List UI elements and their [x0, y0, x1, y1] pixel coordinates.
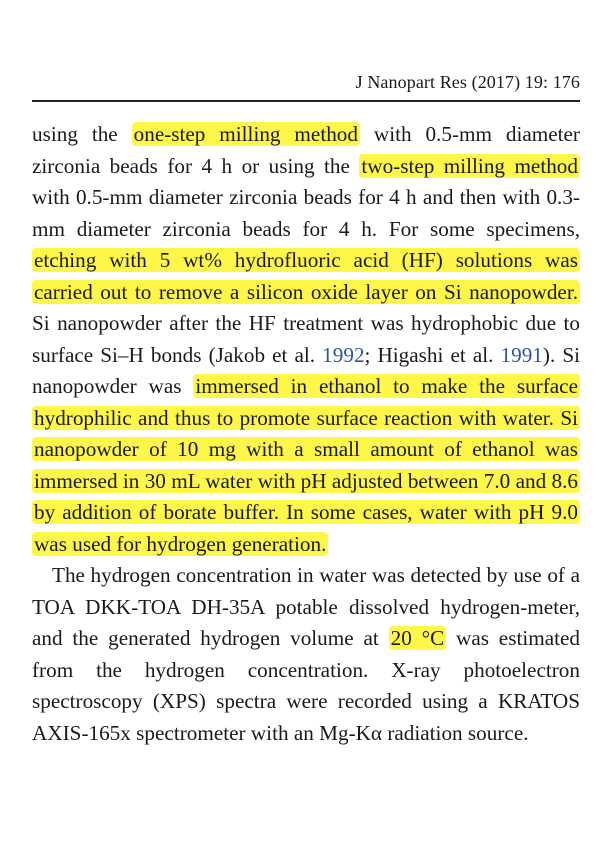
highlight-temperature: 20 °C: [390, 626, 445, 650]
text-span: ). Si nanopowder was: [32, 342, 580, 398]
page-header: [32, 70, 580, 102]
text-span: The hydrogen concentration in water was detected by use of a TOA DKK-TOA DH-35A potable dissolved hydrogen-meter, and the generated hydrogen volume at: [32, 563, 580, 650]
citation-link-jakob-1992[interactable]: 1992: [322, 342, 365, 367]
text-span: ; Higashi et al.: [364, 342, 501, 367]
methods-paragraph-1: [32, 119, 580, 560]
text-span: using the: [32, 122, 132, 146]
highlight-hf-etching: etching with 5 wt% hydrofluoric acid (HF) solutions was carried out to remove a silicon oxide layer on Si nanopowder.: [34, 248, 578, 304]
highlight-two-step-milling: two-step milling method: [361, 153, 578, 178]
text-span: Si nanopowder after the HF treatment was hydrophobic due to surface Si–H bonds (Jakob et al.: [32, 311, 580, 367]
text-span: with 0.5-mm diameter zirconia beads for 4 h and then with 0.3-mm diameter zirconia beads for 4 h. For some specimens,: [32, 185, 580, 241]
methods-paragraph-2: [32, 560, 580, 749]
article-body: [32, 119, 580, 749]
citation-link-higashi-1991[interactable]: 1991: [500, 342, 543, 367]
highlight-one-step-milling: one-step milling method: [133, 122, 358, 146]
highlight-ethanol-immersion: immersed in ethanol to make the surface hydrophilic and thus to promote surface reaction with water. Si nanopowder of 10 mg with a small amount of ethanol was immersed in 30 mL water with pH adjusted between 7.0 and 8.6 by addition of borate buffer. In some cases, water with pH 9.0 was used for hydrogen generation.: [34, 374, 578, 556]
running-head: J Nanopart Res (2017) 19: 176: [355, 72, 580, 92]
text-span: with 0.5-mm diameter zirconia beads for 4 h or using the: [32, 122, 580, 178]
text-span: was estimated from the hydrogen concentration. X-ray photoelectron spectroscopy (XPS) spectra were recorded using a KRATOS AXIS-165x spectrometer with an Mg-Kα radiation source.: [32, 626, 580, 745]
